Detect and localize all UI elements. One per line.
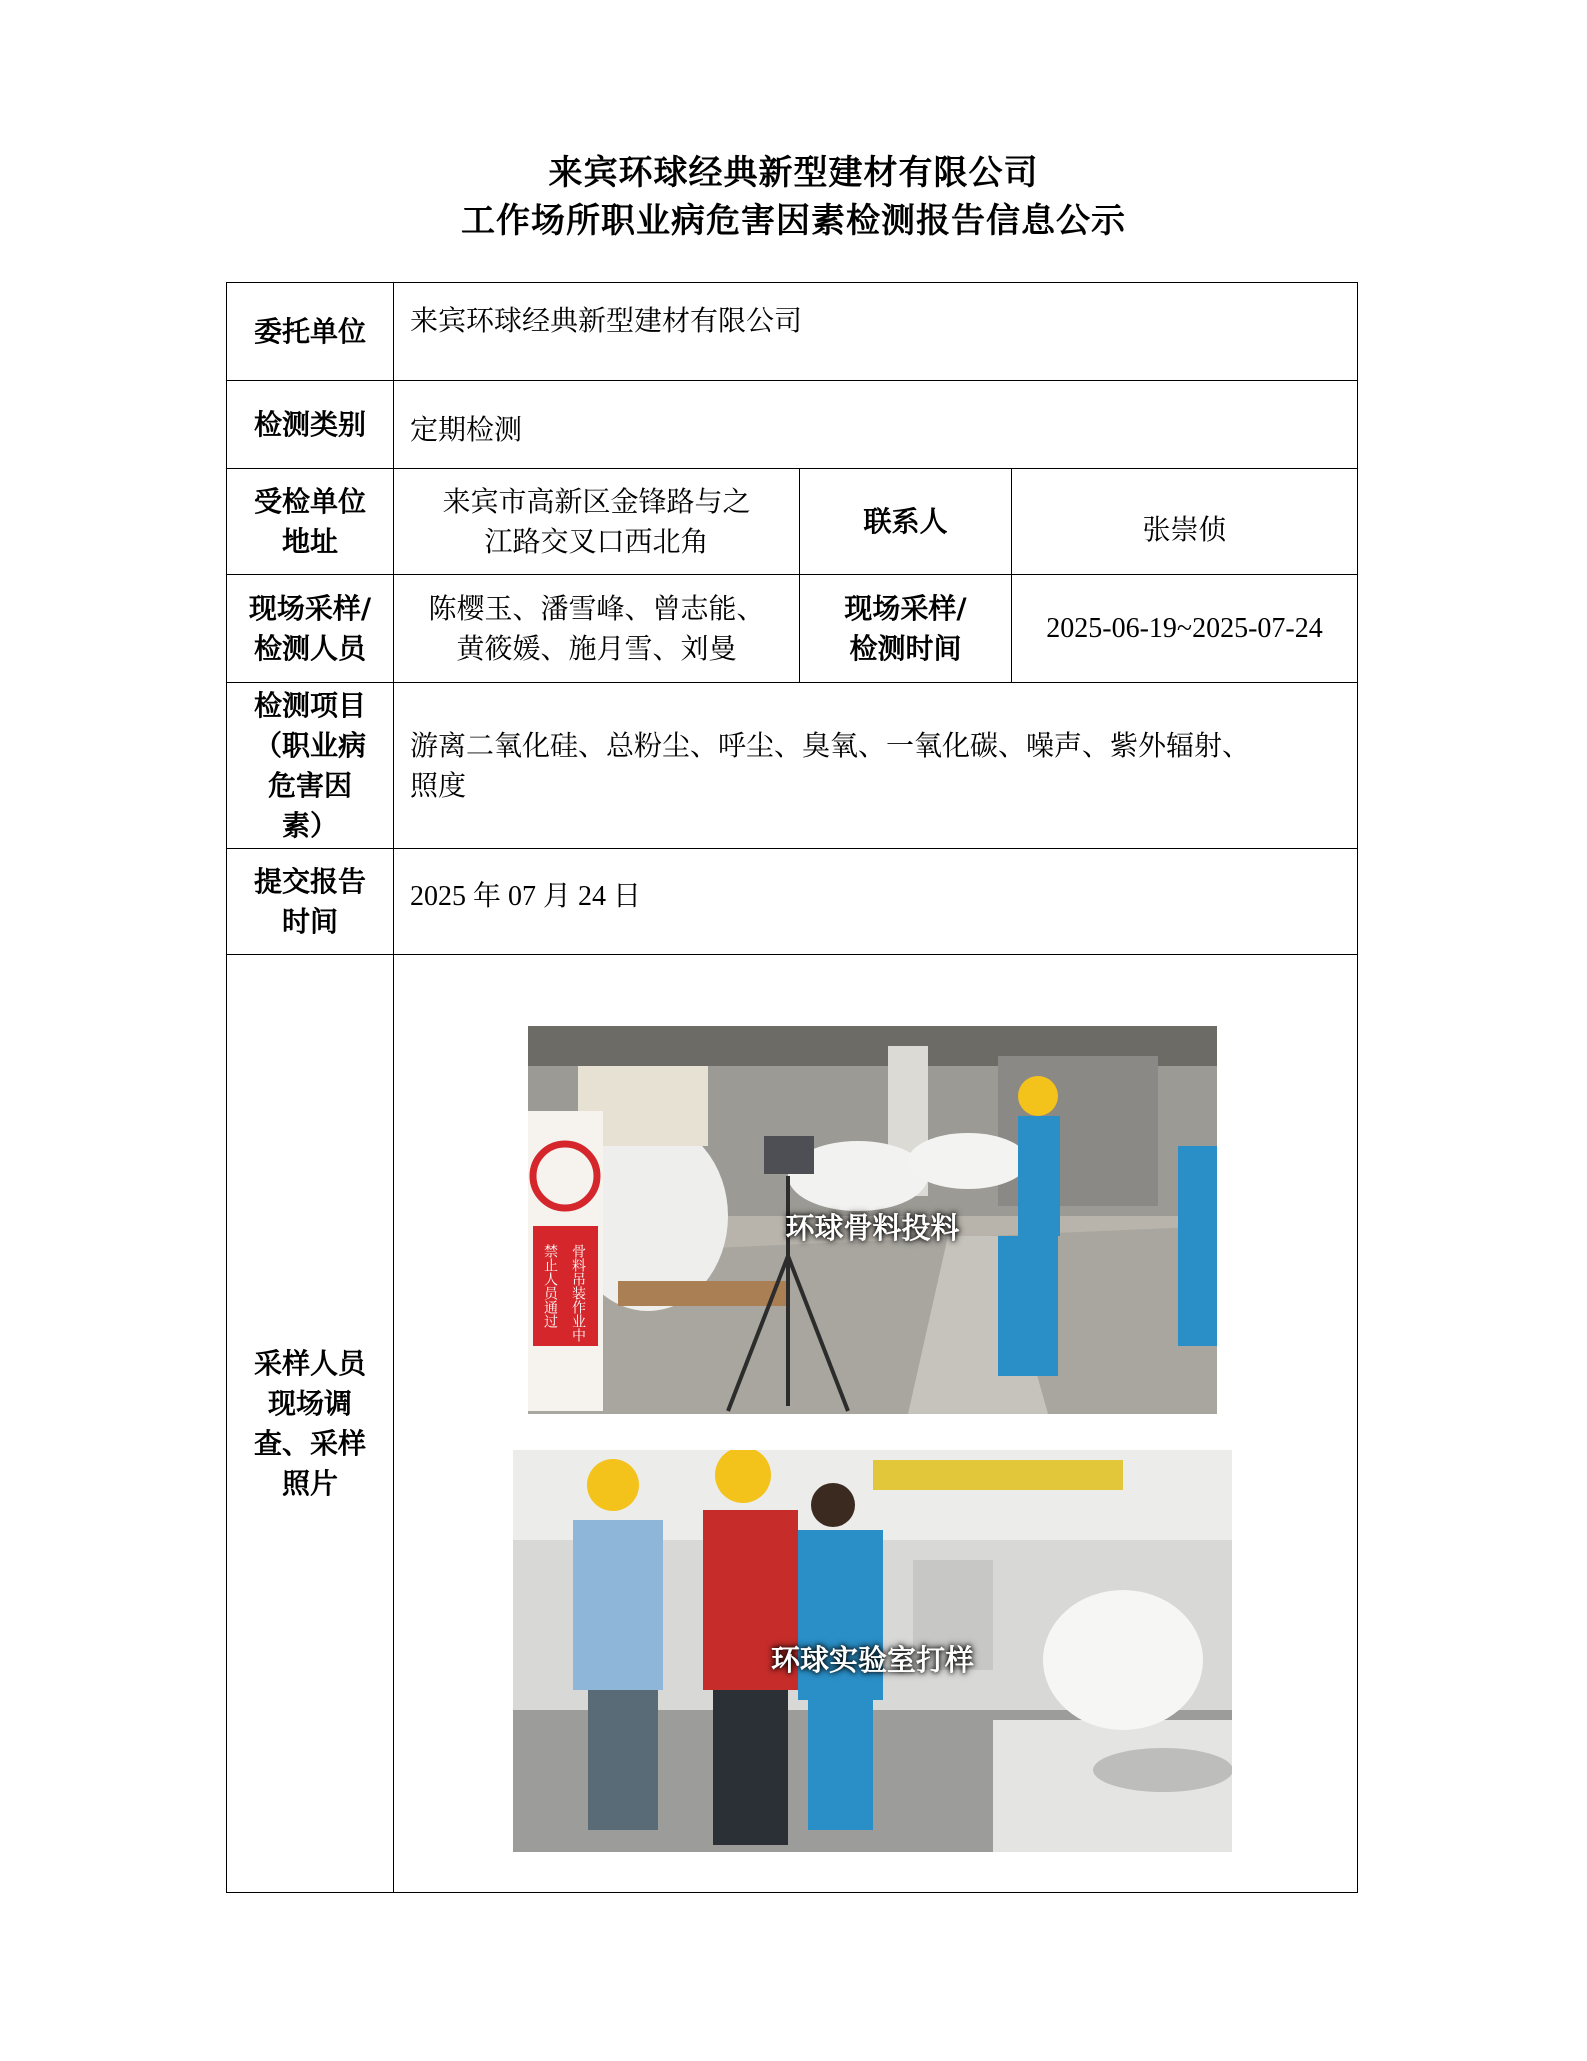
- items-value-line2: 照度: [410, 768, 467, 802]
- items-label-line1: 检测项目: [253, 688, 366, 722]
- row-items: [227, 683, 1358, 849]
- title-line-2: 工作场所职业病危害因素检测报告信息公示: [461, 201, 1126, 241]
- row-address: [227, 469, 1358, 575]
- category-value: 定期检测: [394, 381, 1358, 469]
- client-label: 委托单位: [227, 283, 394, 381]
- row-category: [227, 381, 1358, 469]
- address-value: [394, 469, 800, 575]
- time-label-line1: 现场采样/: [844, 591, 967, 625]
- items-label-line2: （职业病: [253, 728, 366, 762]
- photos-label: [227, 955, 394, 1893]
- photos-label-line2: 现场调: [267, 1386, 352, 1420]
- row-client: [227, 283, 1358, 381]
- row-photos: [227, 955, 1358, 1893]
- items-label-line4: 素）: [281, 808, 338, 842]
- time-value: 2025-06-19~2025-07-24: [1012, 575, 1358, 683]
- staff-value-line1: 陈樱玉、潘雪峰、曾志能、: [428, 591, 765, 625]
- staff-value: [394, 575, 800, 683]
- time-label: [800, 575, 1012, 683]
- category-label: 检测类别: [227, 381, 394, 469]
- photo-1-caption: 环球骨料投料: [785, 1211, 960, 1245]
- sign-text-1: 禁止人员通过: [542, 1244, 558, 1328]
- submit-value: 2025 年 07 月 24 日: [394, 849, 1358, 955]
- contact-value: 张崇侦: [1012, 469, 1358, 575]
- address-label: [227, 469, 394, 575]
- row-submit: [227, 849, 1358, 955]
- photo-aggregate-feeding: [528, 1026, 1217, 1414]
- row-staff: [227, 575, 1358, 683]
- submit-label: [227, 849, 394, 955]
- address-label-line1: 受检单位: [253, 484, 366, 518]
- items-label: [227, 683, 394, 849]
- items-label-line3: 危害因: [267, 768, 352, 802]
- address-value-line2: 江路交叉口西北角: [484, 524, 709, 558]
- sign-text-2: 骨料吊装作业中: [570, 1244, 586, 1342]
- address-value-line1: 来宾市高新区金锋路与之: [442, 484, 751, 518]
- photos-label-line3: 查、采样: [253, 1426, 366, 1460]
- items-value: [394, 683, 1358, 849]
- title-line-1: 来宾环球经典新型建材有限公司: [548, 153, 1039, 193]
- staff-label-line2: 检测人员: [253, 631, 366, 665]
- contact-label: 联系人: [800, 469, 1012, 575]
- staff-label: [227, 575, 394, 683]
- staff-label-line1: 现场采样/: [248, 591, 372, 625]
- address-label-line2: 地址: [281, 524, 338, 558]
- photo-2-caption: 环球实验室打样: [770, 1643, 974, 1677]
- submit-label-line1: 提交报告: [253, 864, 366, 898]
- photos-cell: [394, 955, 1358, 1893]
- client-value: 来宾环球经典新型建材有限公司: [394, 283, 1358, 381]
- time-label-line2: 检测时间: [849, 631, 962, 665]
- staff-value-line2: 黄筱媛、施月雪、刘曼: [456, 631, 737, 665]
- items-value-line1: 游离二氧化硅、总粉尘、呼尘、臭氧、一氧化碳、噪声、紫外辐射、: [410, 728, 1251, 762]
- photos-label-line4: 照片: [281, 1466, 338, 1500]
- photo-lab-sampling: [513, 1450, 1232, 1852]
- photos-label-line1: 采样人员: [253, 1346, 366, 1380]
- submit-label-line2: 时间: [281, 904, 338, 938]
- disclosure-table: [226, 282, 1358, 1893]
